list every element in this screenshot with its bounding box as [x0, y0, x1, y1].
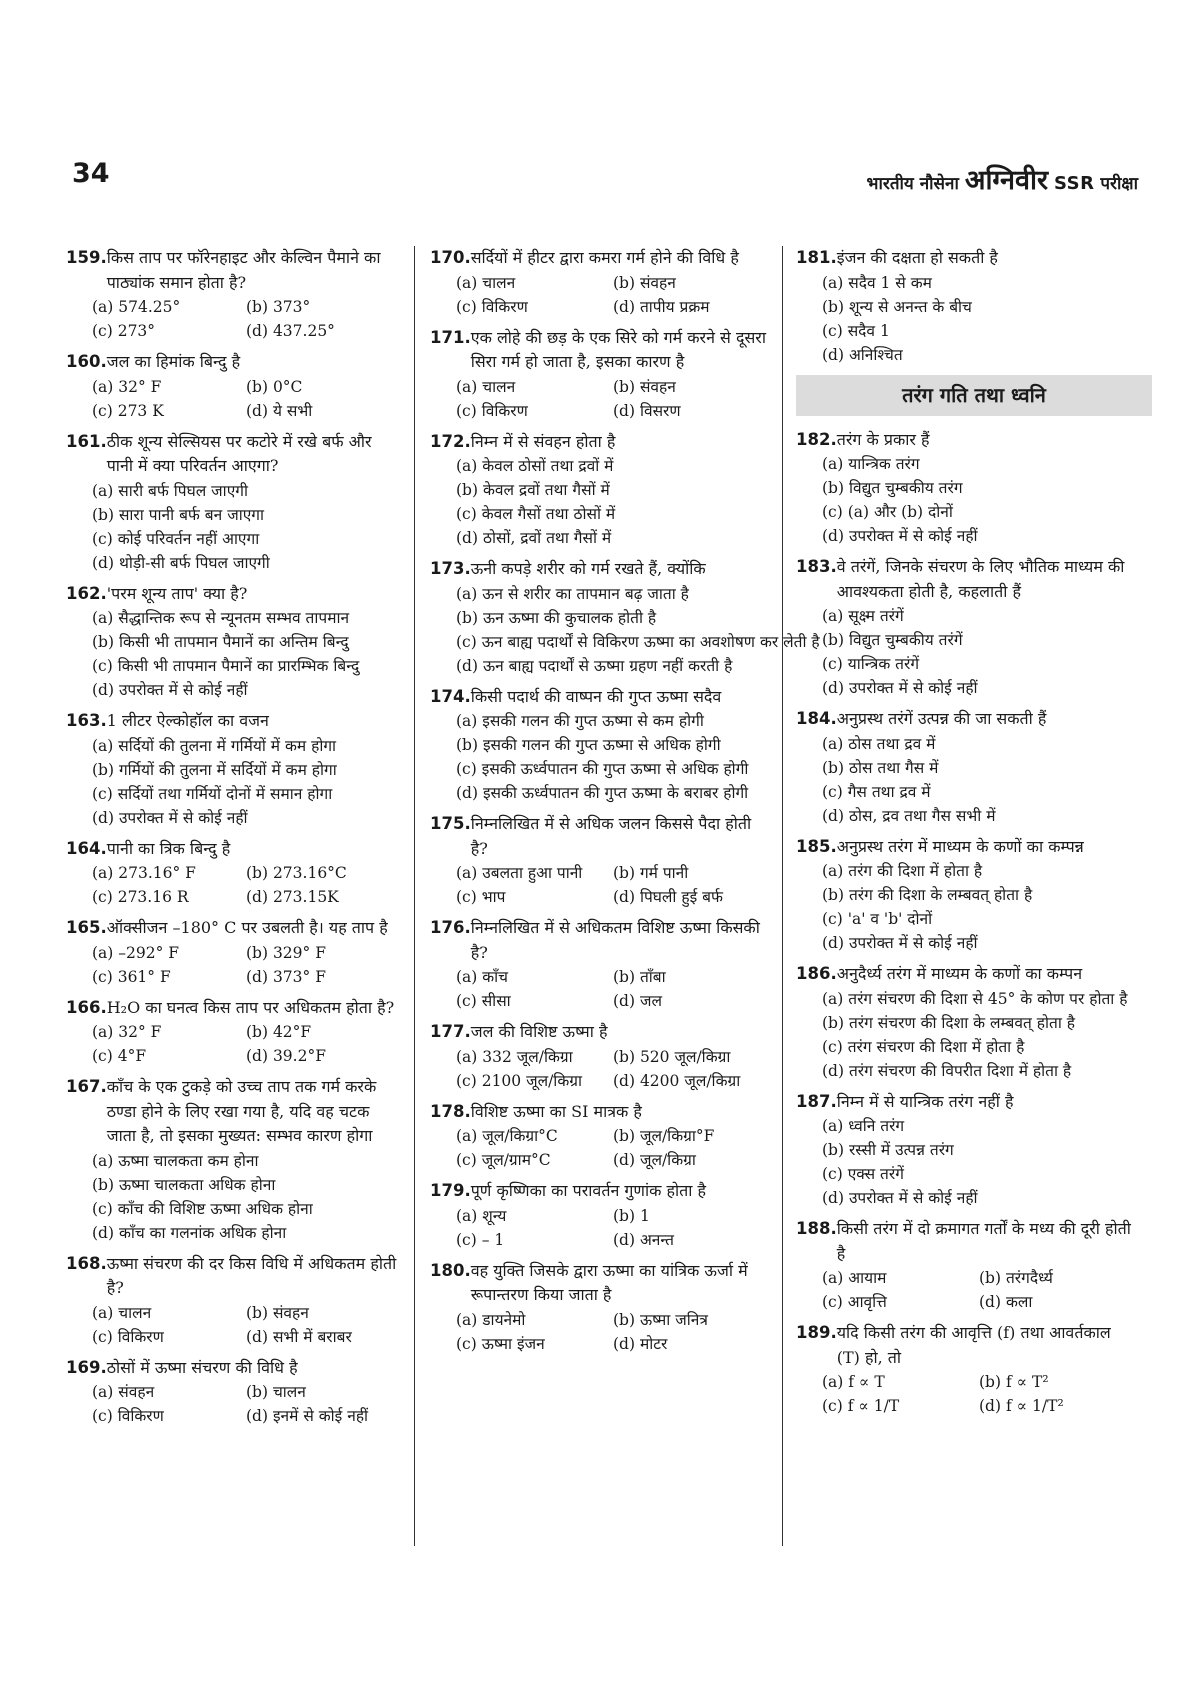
question — [796, 428, 1136, 549]
question — [430, 1020, 770, 1093]
option: (b) गर्म पानी — [613, 864, 689, 882]
option: (d) काँच का गलनांक अधिक होना — [92, 1223, 287, 1242]
option: (b) 42°F — [246, 1023, 312, 1041]
options — [796, 452, 1136, 548]
option: (d) जूल/किग्रा — [613, 1151, 696, 1169]
option: (b) संवहन — [613, 273, 676, 292]
option: (c) (a) और (b) दोनों — [822, 503, 953, 521]
question-line — [66, 996, 400, 1021]
option: (c) काँच की विशिष्ट ऊष्मा अधिक होना — [92, 1199, 313, 1218]
option: (b) ऊष्मा चालकता अधिक होना — [92, 1175, 276, 1194]
question-number: 162. — [66, 583, 107, 603]
question-line — [430, 812, 770, 861]
option: (b) चालन — [246, 1383, 306, 1401]
options — [796, 1114, 1136, 1210]
book-title-ssr: SSR — [1053, 173, 1095, 194]
question-line — [796, 555, 1136, 604]
option: (a) f ∝ T — [822, 1373, 885, 1391]
question-number: 166. — [66, 997, 107, 1017]
question-number: 161. — [66, 431, 107, 451]
options — [430, 709, 770, 805]
question — [66, 582, 400, 703]
question-line — [66, 582, 400, 607]
options — [430, 454, 770, 550]
page-number: 34 — [72, 158, 110, 189]
option: (b) विद्युत चुम्बकीय तरंग — [822, 479, 963, 497]
option: (d) ये सभी — [246, 401, 313, 420]
option: (d) उपरोक्त में से कोई नहीं — [822, 1189, 978, 1207]
question-text: पानी का त्रिक बिन्दु है — [106, 838, 231, 858]
question-line — [796, 246, 1136, 271]
option: (a) इसकी गलन की गुप्त ऊष्मा से कम होगी — [456, 712, 704, 730]
question — [430, 430, 770, 551]
question-line — [66, 430, 400, 479]
option: (c) एक्स तरंगें — [822, 1165, 904, 1183]
option: (c) तरंग संचरण की दिशा में होता है — [822, 1037, 1025, 1056]
option: (a) सर्दियों की तुलना में गर्मियों में कम होगा — [92, 736, 337, 755]
option: (b) शून्य से अनन्त के बीच — [822, 297, 972, 316]
options — [430, 965, 770, 1013]
question-text: अनुदैर्ध्य तरंग में माध्यम के कणों का कम्पन — [836, 964, 1083, 983]
option: (b) f ∝ T² — [979, 1373, 1049, 1391]
question-number: 164. — [66, 838, 107, 858]
option: (b) तरंगदैर्ध्य — [979, 1269, 1053, 1287]
option: (a) ध्वनि तरंग — [822, 1117, 905, 1135]
question-number: 188. — [796, 1219, 837, 1238]
option: (c) – 1 — [456, 1230, 505, 1249]
options — [430, 1308, 770, 1356]
option: (a) 32° F — [92, 1023, 162, 1041]
option: (c) 361° F — [92, 967, 171, 986]
question — [430, 1259, 770, 1356]
column-1 — [66, 246, 400, 1435]
options — [66, 1020, 400, 1068]
question-number: 180. — [430, 1260, 471, 1280]
question-text: एक लोहे की छड़ के एक सिरे को गर्म करने से दूसरा सिरा गर्म हो जाता है, इसका कारण है — [470, 327, 766, 371]
options — [66, 1301, 400, 1349]
option: (d) मोटर — [613, 1334, 668, 1353]
question-line — [430, 1179, 770, 1204]
question-line — [796, 1321, 1136, 1370]
options — [66, 295, 400, 343]
column-divider — [782, 246, 783, 1546]
option: (a) ठोस तथा द्रव में — [822, 734, 936, 753]
option: (a) सूक्ष्म तरंगें — [822, 607, 904, 625]
question-line — [430, 685, 770, 710]
question-text: काँच के एक टुकड़े को उच्च ताप तक गर्म करके ठण्डा होने के लिए रखा गया है, यदि वह चटक जाता है, तो इसका मुख्यत: सम्भव कारण होगा — [106, 1077, 377, 1145]
question-number: 167. — [66, 1077, 107, 1096]
question-text: अनुप्रस्थ तरंगें उत्पन्न की जा सकती हैं — [836, 709, 1047, 728]
question-number: 178. — [430, 1101, 471, 1121]
question-number: 189. — [796, 1323, 837, 1342]
option: (a) –292° F — [92, 943, 180, 962]
question — [430, 916, 770, 1013]
question-number: 171. — [430, 327, 471, 347]
question-text: यदि किसी तरंग की आवृत्ति (f) तथा आवर्तकाल (T) हो, तो — [836, 1323, 1111, 1367]
question-number: 183. — [796, 557, 837, 576]
options — [66, 941, 400, 989]
option: (d) तापीय प्रक्रम — [613, 297, 710, 316]
question-line — [430, 326, 770, 375]
option: (b) 520 जूल/किग्रा — [613, 1047, 731, 1066]
question-text: पूर्ण कृष्णिका का परावर्तन गुणांक होता है — [470, 1181, 706, 1200]
question — [796, 707, 1136, 828]
option: (b) ऊष्मा जनित्र — [613, 1310, 708, 1329]
options — [430, 582, 820, 678]
options — [66, 734, 400, 830]
options — [796, 604, 1136, 700]
option: (c) केवल गैसों तथा ठोसों में — [456, 505, 616, 523]
question-text: इंजन की दक्षता हो सकती है — [836, 248, 998, 267]
option: (d) 4200 जूल/किग्रा — [613, 1071, 741, 1090]
question — [796, 1090, 1136, 1211]
question-text: ऊनी कपड़े शरीर को गर्म रखते हैं, क्योंकि — [470, 559, 706, 578]
question-number: 181. — [796, 248, 837, 267]
option: (b) केवल द्रवों तथा गैसों में — [456, 481, 610, 499]
options — [66, 606, 400, 702]
question-number: 184. — [796, 709, 837, 728]
question-text: जल की विशिष्ट ऊष्मा है — [470, 1022, 608, 1041]
option: (d) थोड़ी-सी बर्फ पिघल जाएगी — [92, 553, 270, 572]
option: (d) अनन्त — [613, 1230, 674, 1249]
options — [430, 271, 770, 319]
question — [430, 685, 770, 806]
question-line — [66, 837, 400, 862]
option: (c) विकिरण — [456, 401, 528, 420]
question — [796, 246, 1136, 367]
question-text: किसी पदार्थ की वाष्पन की गुप्त ऊष्मा सदैव — [470, 686, 722, 706]
option: (b) 273.16°C — [246, 864, 347, 882]
option: (c) कोई परिवर्तन नहीं आएगा — [92, 529, 260, 548]
question-line — [796, 707, 1136, 732]
question-text: ठोसों में ऊष्मा संचरण की विधि है — [106, 1357, 298, 1377]
option: (b) 329° F — [246, 943, 326, 962]
question-number: 159. — [66, 248, 107, 267]
question-text: निम्नलिखित में से अधिकतम विशिष्ट ऊष्मा किसकी है? — [470, 918, 760, 962]
question-text: निम्न में से यान्त्रिक तरंग नहीं है — [836, 1091, 1014, 1111]
question-line — [796, 428, 1136, 453]
option: (d) इसकी ऊर्ध्वपातन की गुप्त ऊष्मा के बराबर होगी — [456, 784, 749, 802]
option: (c) 273.16 R — [92, 888, 189, 906]
question-line — [66, 1075, 400, 1149]
option: (a) यान्त्रिक तरंग — [822, 455, 920, 473]
page-header — [0, 0, 1200, 230]
option: (c) विकिरण — [92, 1407, 164, 1425]
options — [796, 987, 1136, 1083]
options — [430, 1124, 770, 1172]
question-text: निम्न में से संवहन होता है — [470, 431, 616, 451]
option: (c) f ∝ 1/T — [822, 1397, 900, 1415]
option: (d) ऊन बाह्य पदार्थों से ऊष्मा ग्रहण नहीं करती है — [456, 656, 733, 675]
question — [66, 996, 400, 1069]
question-line — [796, 1090, 1136, 1115]
option: (a) 273.16° F — [92, 864, 196, 882]
question-line — [796, 1217, 1136, 1266]
option: (a) 32° F — [92, 377, 162, 396]
option: (a) काँच — [456, 968, 509, 986]
question-number: 176. — [430, 918, 471, 937]
option: (c) गैस तथा द्रव में — [822, 782, 931, 801]
question — [66, 837, 400, 910]
option: (b) विद्युत चुम्बकीय तरंगें — [822, 631, 963, 649]
option: (c) सीसा — [456, 992, 511, 1010]
option: (a) तरंग संचरण की दिशा से 45° के कोण पर होता है — [822, 989, 1128, 1008]
option: (a) उबलता हुआ पानी — [456, 864, 583, 882]
question — [66, 916, 400, 989]
option: (c) विकिरण — [456, 297, 528, 316]
option: (d) पिघली हुई बर्फ — [613, 888, 723, 906]
section-heading: तरंग गति तथा ध्वनि — [796, 375, 1152, 416]
option: (b) रस्सी में उत्पन्न तरंग — [822, 1141, 954, 1159]
question-number: 185. — [796, 836, 837, 856]
options — [66, 375, 400, 423]
option: (c) 'a' व 'b' दोनों — [822, 910, 933, 928]
options — [796, 271, 1136, 367]
question-text: 1 लीटर ऐल्कोहॉल का वजन — [106, 711, 269, 730]
question-number: 169. — [66, 1357, 107, 1377]
option: (d) उपरोक्त में से कोई नहीं — [92, 808, 248, 827]
question-line — [430, 1020, 770, 1045]
question-text: ऊष्मा संचरण की दर किस विधि में अधिकतम होती है? — [106, 1253, 397, 1297]
question-text: जल का हिमांक बिन्दु है — [106, 352, 241, 371]
options — [430, 375, 770, 423]
option: (a) सैद्धान्तिक रूप से न्यूनतम सम्भव तापमान — [92, 609, 350, 627]
question-number: 177. — [430, 1022, 471, 1041]
option: (b) 1 — [613, 1206, 650, 1225]
question-line — [66, 709, 400, 734]
option: (b) ठोस तथा गैस में — [822, 758, 939, 777]
option: (c) आवृत्ति — [822, 1293, 887, 1311]
option: (d) 39.2°F — [246, 1047, 326, 1065]
question-line — [430, 430, 770, 455]
question-number: 160. — [66, 352, 107, 371]
options — [430, 1204, 770, 1252]
question — [66, 1252, 400, 1349]
option: (c) जूल/ग्राम°C — [456, 1151, 551, 1169]
option: (a) सदैव 1 से कम — [822, 273, 932, 292]
option: (a) आयाम — [822, 1269, 887, 1287]
question-line — [66, 1356, 400, 1381]
question-text: अनुप्रस्थ तरंग में माध्यम के कणों का कम्पन्न — [836, 836, 1084, 856]
option: (a) 574.25° — [92, 298, 181, 316]
question — [430, 812, 770, 909]
question — [430, 326, 770, 423]
question-text: विशिष्ट ऊष्मा का SI मात्रक है — [470, 1101, 642, 1121]
question — [430, 1179, 770, 1252]
option: (d) 437.25° — [246, 322, 335, 340]
question-line — [430, 246, 770, 271]
option: (c) भाप — [456, 888, 506, 906]
question-text: निम्नलिखित में से अधिक जलन किससे पैदा होती है? — [470, 814, 752, 858]
book-title-suffix: परीक्षा — [1100, 174, 1138, 194]
question-number: 173. — [430, 559, 471, 578]
question-number: 179. — [430, 1181, 471, 1200]
question — [66, 246, 400, 343]
option: (d) उपरोक्त में से कोई नहीं — [92, 681, 248, 699]
question — [66, 430, 400, 575]
options — [66, 1149, 400, 1245]
option: (b) इसकी गलन की गुप्त ऊष्मा से अधिक होगी — [456, 736, 721, 754]
option: (a) 332 जूल/किग्रा — [456, 1047, 573, 1066]
question — [66, 709, 400, 830]
option: (c) ऊष्मा इंजन — [456, 1334, 545, 1353]
option: (a) ऊष्मा चालकता कम होना — [92, 1151, 259, 1170]
question-number: 170. — [430, 248, 471, 267]
question-line — [66, 246, 400, 295]
option: (d) f ∝ 1/T² — [979, 1397, 1064, 1415]
book-title-prefix: भारतीय नौसेना — [866, 174, 959, 194]
question-line — [430, 1259, 770, 1308]
option: (d) 373° F — [246, 967, 326, 986]
option: (a) केवल ठोसों तथा द्रवों में — [456, 457, 614, 475]
question-number: 174. — [430, 686, 471, 706]
question-line — [430, 557, 770, 582]
question — [66, 1356, 400, 1429]
option: (b) ऊन ऊष्मा की कुचालक होती है — [456, 608, 657, 627]
option: (b) ताँबा — [613, 968, 666, 986]
option: (a) सारी बर्फ पिघल जाएगी — [92, 481, 249, 500]
option: (b) जूल/किग्रा°F — [613, 1127, 715, 1145]
option: (c) सदैव 1 — [822, 321, 890, 340]
option: (c) यान्त्रिक तरंगें — [822, 655, 920, 673]
option: (d) इनमें से कोई नहीं — [246, 1407, 369, 1425]
option: (d) सभी में बराबर — [246, 1327, 352, 1346]
question-text: 'परम शून्य ताप' क्या है? — [106, 583, 248, 603]
option: (c) 273 K — [92, 401, 164, 420]
question-line — [66, 350, 400, 375]
question-number: 172. — [430, 431, 471, 451]
question — [796, 555, 1136, 700]
option: (d) कला — [979, 1293, 1033, 1311]
option: (d) उपरोक्त में से कोई नहीं — [822, 527, 978, 545]
option: (a) चालन — [456, 377, 516, 396]
option: (a) जूल/किग्रा°C — [456, 1127, 558, 1145]
option: (a) तरंग की दिशा में होता है — [822, 862, 983, 880]
option: (a) शून्य — [456, 1206, 507, 1225]
question — [796, 835, 1136, 956]
option: (c) इसकी ऊर्ध्वपातन की गुप्त ऊष्मा से अधिक होगी — [456, 760, 749, 778]
question-line — [66, 916, 400, 941]
option: (d) ठोस, द्रव तथा गैस सभी में — [822, 806, 996, 825]
option: (d) उपरोक्त में से कोई नहीं — [822, 934, 978, 952]
book-title-brand: अग्निवीर — [964, 165, 1049, 196]
option: (c) 273° — [92, 322, 156, 340]
question — [796, 1321, 1136, 1418]
question-text: किस ताप पर फॉरेनहाइट और केल्विन पैमाने का पाठ्यांक समान होता है? — [106, 248, 381, 292]
option: (a) ऊन से शरीर का तापमान बढ़ जाता है — [456, 584, 689, 603]
question — [66, 350, 400, 423]
question-text: तरंग के प्रकार हैं — [836, 429, 930, 449]
option: (a) चालन — [456, 273, 516, 292]
option: (b) संवहन — [613, 377, 676, 396]
question-line — [796, 962, 1136, 987]
option: (a) संवहन — [92, 1383, 155, 1401]
options — [796, 1370, 1136, 1418]
options — [796, 1266, 1136, 1314]
question — [796, 962, 1136, 1083]
question-line — [430, 1100, 770, 1125]
option: (a) डायनेमो — [456, 1310, 526, 1329]
option: (d) ठोसों, द्रवों तथा गैसों में — [456, 529, 612, 547]
question-text: ऑक्सीजन –180° C पर उबलती है। यह ताप है — [106, 918, 388, 937]
option: (a) चालन — [92, 1303, 152, 1322]
option: (b) सारा पानी बर्फ बन जाएगा — [92, 505, 265, 524]
option: (d) अनिश्चित — [822, 345, 903, 364]
options — [430, 861, 770, 909]
option: (b) गर्मियों की तुलना में सर्दियों में कम होगा — [92, 760, 337, 779]
option: (b) तरंग की दिशा के लम्बवत् होता है — [822, 886, 1033, 904]
options — [796, 859, 1136, 955]
question-number: 168. — [66, 1253, 107, 1273]
question-line — [66, 1252, 400, 1301]
question — [430, 1100, 770, 1173]
column-divider — [414, 246, 415, 1546]
options — [430, 1045, 770, 1093]
question-number: 182. — [796, 429, 837, 449]
question-text: ठीक शून्य सेल्सियस पर कटोरे में रखे बर्फ और पानी में क्या परिवर्तन आएगा? — [106, 431, 372, 475]
option: (c) किसी भी तापमान पैमानें का प्रारम्भिक बिन्दु — [92, 657, 360, 675]
question-number: 163. — [66, 711, 107, 730]
options — [66, 479, 400, 575]
question-text: वह युक्ति जिसके द्वारा ऊष्मा का यांत्रिक ऊर्जा में रूपान्तरण किया जाता है — [470, 1260, 748, 1304]
option: (d) तरंग संचरण की विपरीत दिशा में होता है — [822, 1061, 1072, 1080]
question-line — [796, 835, 1136, 860]
option: (b) किसी भी तापमान पैमानें का अन्तिम बिन्दु — [92, 633, 349, 651]
question — [796, 1217, 1136, 1314]
book-title — [867, 160, 1138, 197]
option: (d) 273.15K — [246, 888, 339, 906]
option: (b) 0°C — [246, 377, 303, 396]
question-line — [430, 916, 770, 965]
option: (b) तरंग संचरण की दिशा के लम्बवत् होता है — [822, 1013, 1075, 1032]
question — [66, 1075, 400, 1245]
options — [66, 1380, 400, 1428]
question-text: H₂O का घनत्व किस ताप पर अधिकतम होता है? — [106, 997, 395, 1017]
question-text: सर्दियों में हीटर द्वारा कमरा गर्म होने की विधि है — [470, 248, 739, 267]
column-3 — [796, 246, 1136, 1425]
option: (b) 373° — [246, 298, 311, 316]
option: (d) उपरोक्त में से कोई नहीं — [822, 679, 978, 697]
question-number: 175. — [430, 814, 471, 833]
question — [430, 246, 770, 319]
options — [796, 732, 1136, 828]
option: (c) विकिरण — [92, 1327, 164, 1346]
question-number: 165. — [66, 918, 107, 937]
option: (b) संवहन — [246, 1303, 309, 1322]
option: (c) सर्दियों तथा गर्मियों दोनों में समान होगा — [92, 784, 333, 803]
question-text: वे तरंगें, जिनके संचरण के लिए भौतिक माध्यम की आवश्यकता होती है, कहलाती हैं — [836, 557, 1125, 601]
question-text: किसी तरंग में दो क्रमागत गर्तों के मध्य की दूरी होती है — [836, 1219, 1131, 1263]
options — [66, 861, 400, 909]
option: (c) 2100 जूल/किग्रा — [456, 1071, 582, 1090]
option: (c) 4°F — [92, 1047, 147, 1065]
question-number: 186. — [796, 964, 837, 983]
option: (d) जल — [613, 992, 662, 1010]
option: (d) विसरण — [613, 401, 681, 420]
option: (c) ऊन बाह्य पदार्थों से विकिरण ऊष्मा का अवशोषण कर लेती है — [456, 632, 820, 651]
question-number: 187. — [796, 1091, 837, 1111]
